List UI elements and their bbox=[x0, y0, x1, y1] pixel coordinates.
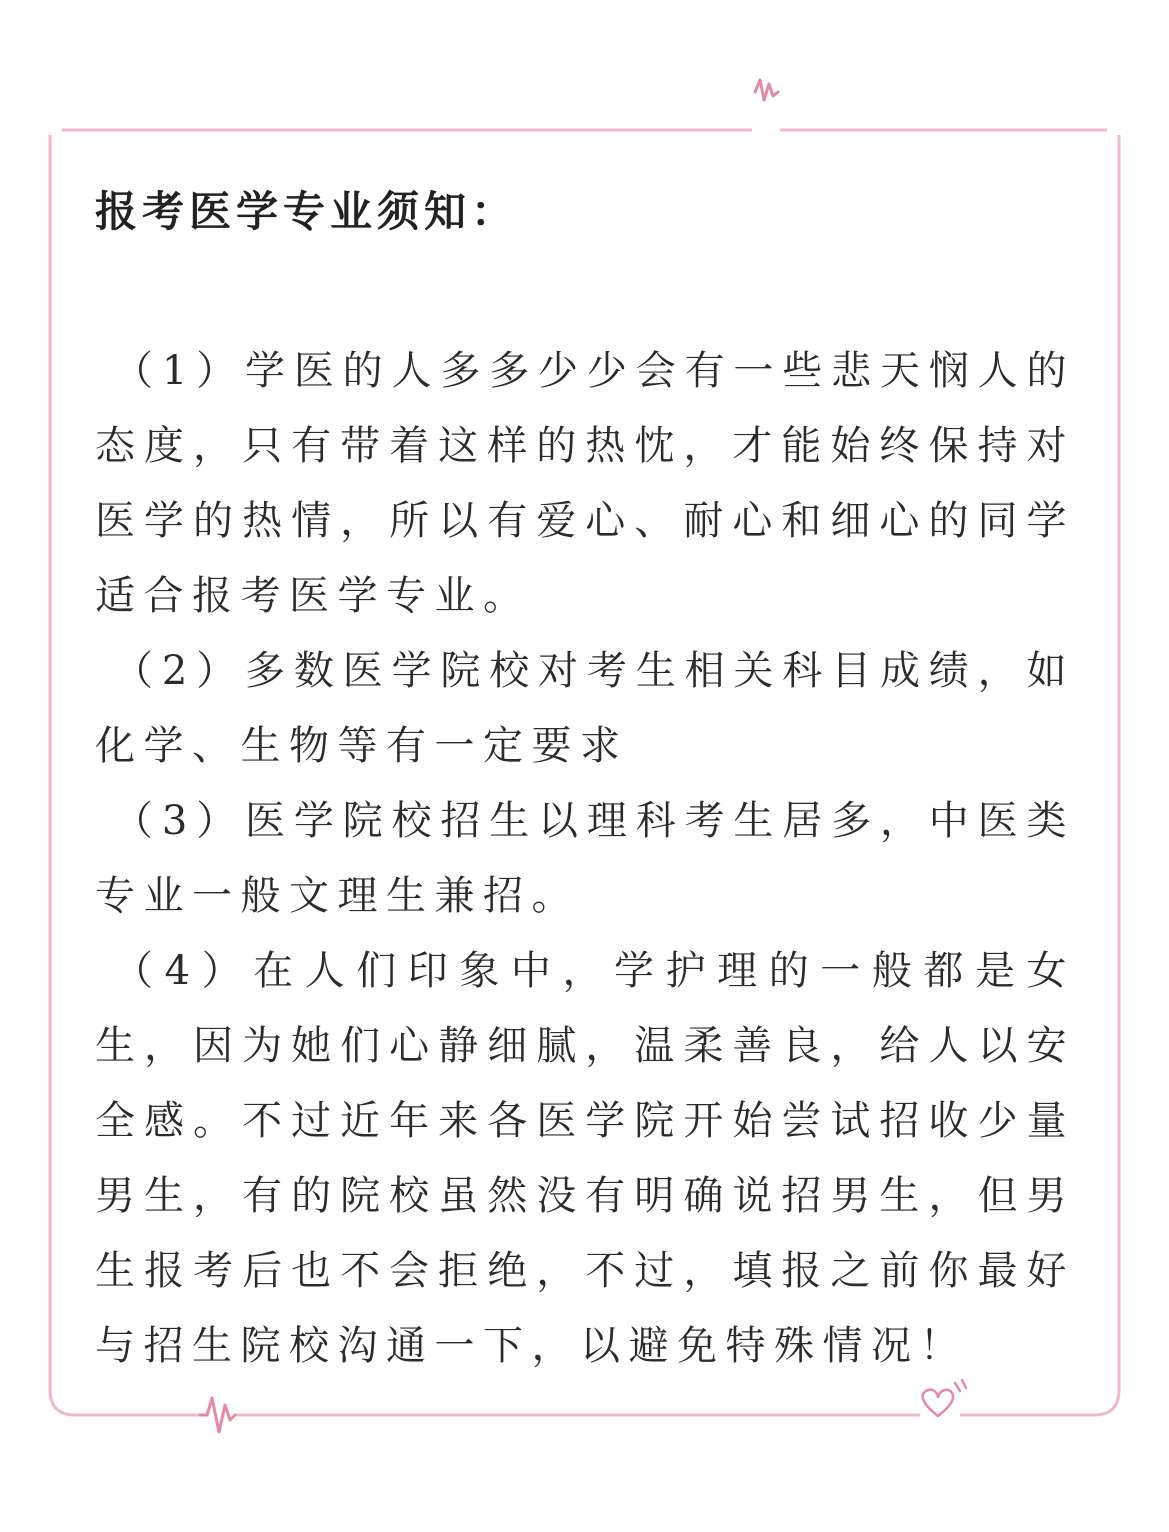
heart-doodle-icon bbox=[923, 1380, 966, 1416]
paragraph-3 bbox=[95, 784, 1075, 934]
heartbeat-icon bbox=[755, 80, 778, 100]
paragraph-number: （2） bbox=[113, 648, 245, 694]
paragraph-1 bbox=[95, 334, 1075, 634]
paragraph-text: 学医的人多多少少会有一些悲天悯人的态度，只有带着这样的热忱，才能始终保持对医学的热情，所以有爱心、耐心和细心的同学适合报考医学专业。 bbox=[95, 348, 1075, 619]
paragraph-number: （4） bbox=[113, 948, 254, 994]
paragraph-4 bbox=[95, 934, 1075, 1384]
heartbeat-icon bbox=[200, 1398, 235, 1432]
article-body bbox=[95, 334, 1075, 1384]
paragraph-text: 在人们印象中，学护理的一般都是女生，因为她们心静细腻，温柔善良，给人以安全感。不过近年来各医学院开始尝试招收少量男生，有的院校虽然没有明确说招男生，但男生报考后也不会拒绝，不过，填报之前你最好与招生院校沟通一下，以避免特殊情况！ bbox=[95, 948, 1075, 1369]
paragraph-text: 医学院校招生以理科考生居多，中医类专业一般文理生兼招。 bbox=[95, 798, 1075, 919]
paragraph-number: （1） bbox=[113, 348, 245, 394]
article bbox=[95, 180, 1075, 1384]
paragraph-number: （3） bbox=[113, 798, 245, 844]
article-title: 报考医学专业须知： bbox=[95, 187, 519, 236]
paragraph-2 bbox=[95, 634, 1075, 784]
paragraph-text: 多数医学院校对考生相关科目成绩，如化学、生物等有一定要求 bbox=[95, 648, 1075, 769]
